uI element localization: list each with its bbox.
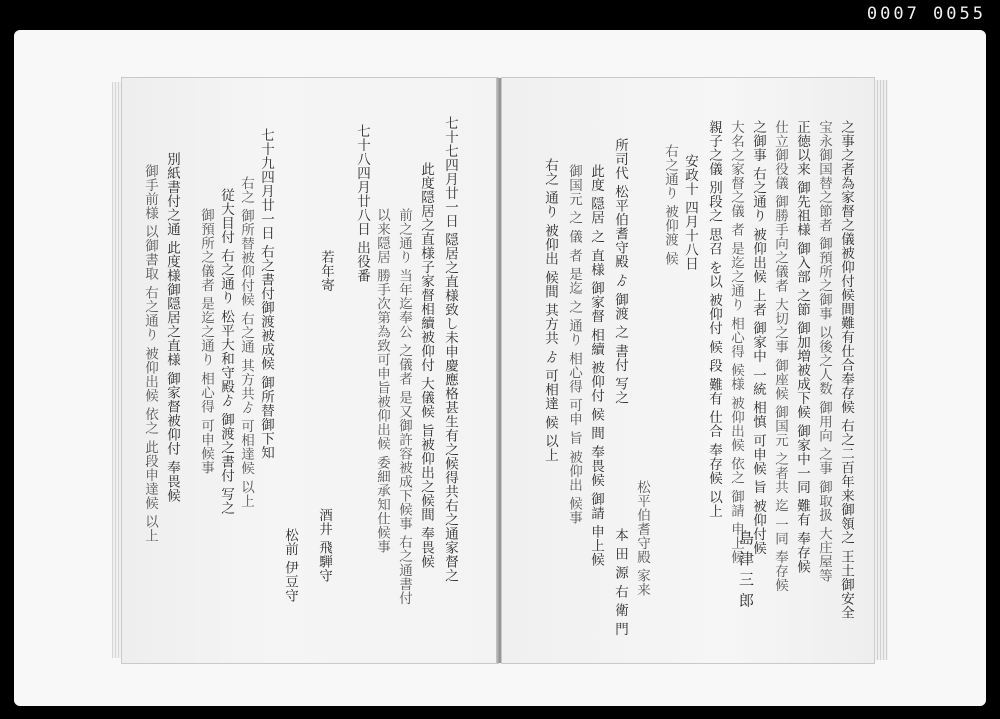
right-col-9: 右之通り 被仰渡 候 <box>662 144 678 266</box>
microfilm-frame-number: 0007 0055 <box>866 4 986 24</box>
right-col-11: 此度 隠居 之 直様 御家督 相續 被仰付 候 間 奉畏候 御請 申上候 <box>588 164 604 567</box>
right-col-15: 本 田 源 右 衛 門 <box>612 528 628 636</box>
left-col-3: 前之通り 当年迄奉公 之儀者 是又御許容被成下候事 右之通書付 <box>396 208 412 606</box>
right-col-6: 大名之家督之儀 者 是迄之通り 相心得 候様 被仰出候 依之 御請 申上候 <box>728 120 744 565</box>
left-col-2: 此度隠居之直様子家督相續被仰付 大儀候 旨被仰出之候間 奉畏候 <box>418 162 434 569</box>
left-col-5: 七十八四月廿八日 出役番 <box>354 124 370 283</box>
left-col-10: 御預所之儀者 是迄之通り 相心得 可申候事 <box>198 208 214 475</box>
left-col-12: 松前 伊豆守 <box>282 528 298 603</box>
left-col-9: 従大目付 右之通り 松平大和守殿ゟ 御渡之書付 写之 <box>218 188 234 516</box>
left-col-1: 七十七四月廿一日 隠居之直様致し未申慶應格甚生有之候得共右之通家督之 <box>442 116 458 583</box>
right-col-13: 右之 通り 被仰出 候間 其方共 ゟ 可相達 候 以上 <box>542 158 558 463</box>
left-page-edges <box>112 82 122 658</box>
left-col-4: 以来隠居 勝手次第為致可申旨被仰出候 委細承知仕候事 <box>374 208 390 554</box>
right-col-12: 御国元 之 儀 者 是迄 之 通り 相心得 可申 旨 被仰出 候事 <box>566 164 582 525</box>
right-page <box>502 78 874 663</box>
right-col-5: 之御事 右之通り 被仰出候 上者 御家中 一統 相慎 可申候 旨 被仰付候 <box>750 120 766 556</box>
right-page-edges <box>874 80 888 660</box>
left-col-13: 別紙書付之通 此度様御隠居之直様 御家督被仰付 奉畏候 <box>164 152 180 503</box>
left-col-6: 若年寄 <box>318 250 334 292</box>
right-col-8: 安政十 四月十八日 <box>682 154 698 271</box>
left-col-7: 七十九四月廿一日 右之書付御渡被成候 御所替御下知 <box>258 128 274 460</box>
open-book <box>110 70 890 675</box>
left-col-11: 酒井 飛騨守 <box>316 508 332 583</box>
left-col-14: 御手前様 以御書取 右之通り 被仰出候 依之 此段申達候 以上 <box>142 164 158 543</box>
right-col-10: 所司代 松平伯耆守殿 ゟ 御渡 之 書付 写之 <box>612 138 628 405</box>
right-col-16: 島 津 三 郎 <box>737 530 755 608</box>
right-col-2: 宝永御国替之節者 御預所之御事 以後之人数 御用向 之事 御取扱 大庄屋等 <box>816 120 832 583</box>
left-col-8: 右之 御所替被仰付候 右之通 其方共ゟ 可相達候 以上 <box>238 176 254 508</box>
right-col-1: 之事之者為家督之儀被仰付候間難有仕合奉存候 右之二百年来御領之 王土御安全 <box>838 120 854 620</box>
right-col-14: 松平伯耆守殿 家来 <box>634 480 650 597</box>
right-col-7: 親子之儀 別段之 思召 を以 被仰付 候 段 難有 仕合 奉存候 以上 <box>706 120 722 518</box>
right-col-3: 正徳以来 御先祖様 御入部 之節 御加増被成下候 御家中一同 難有 奉存候 <box>794 120 810 574</box>
left-page <box>122 78 498 663</box>
right-col-4: 仕立御役儀 御勝手向之儀者 大切之事 御座候 御国元 之者共 迄 一同 奉存候 <box>772 120 788 593</box>
